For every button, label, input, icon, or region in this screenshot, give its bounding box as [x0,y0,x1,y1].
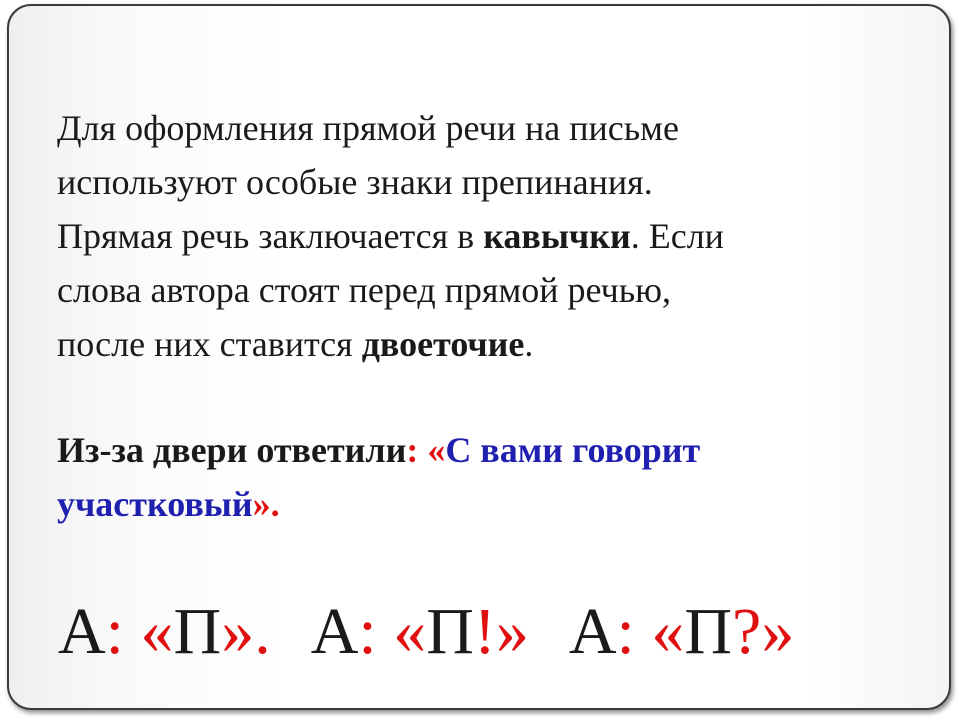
explanation-paragraph [57,101,917,371]
scheme-ending: !» [473,595,529,668]
paragraph-line-3-pre: Прямая речь заключается в [57,216,484,256]
example-colon: : [406,430,428,470]
scheme-colon: : [105,595,141,668]
term-colon: двоеточие [361,324,525,364]
scheme-open-quote: « [651,595,685,668]
scheme-statement [58,582,271,682]
paragraph-line-5-pre: после них ставится [57,324,362,364]
scheme-colon: : [358,595,394,668]
scheme-author: А [58,595,106,668]
scheme-open-quote: « [140,595,174,668]
example-author-words: Из-за двери ответили [57,430,407,470]
punctuation-schemes [58,582,938,682]
example-open-quote: « [427,430,446,470]
paragraph-line-2: используют особые знаки препинания. [57,162,653,202]
scheme-ending: ». [221,595,271,668]
example-speech-line-1: С вами говорит [445,430,701,470]
scheme-ending: ?» [732,595,795,668]
scheme-speech: П [173,595,222,668]
paragraph-line-4: слова автора стоят перед прямой речью, [57,270,672,310]
example-speech-line-2: участковый [57,484,253,524]
example-close-quote: » [252,484,271,524]
scheme-question [569,582,794,682]
paragraph-line-1: Для оформления прямой речи на письме [57,108,679,148]
scheme-open-quote: « [393,595,427,668]
paragraph-line-3-post: . Если [630,216,724,256]
paragraph-line-5-post: . [524,324,534,364]
scheme-author: А [310,595,359,668]
scheme-author: А [568,595,617,668]
scheme-colon: : [616,595,652,668]
scheme-speech: П [426,595,474,668]
scheme-exclamation [311,582,529,682]
scheme-speech: П [684,595,733,668]
example-sentence [57,423,917,531]
example-period: . [270,484,280,524]
term-quotes: кавычки [483,216,631,256]
